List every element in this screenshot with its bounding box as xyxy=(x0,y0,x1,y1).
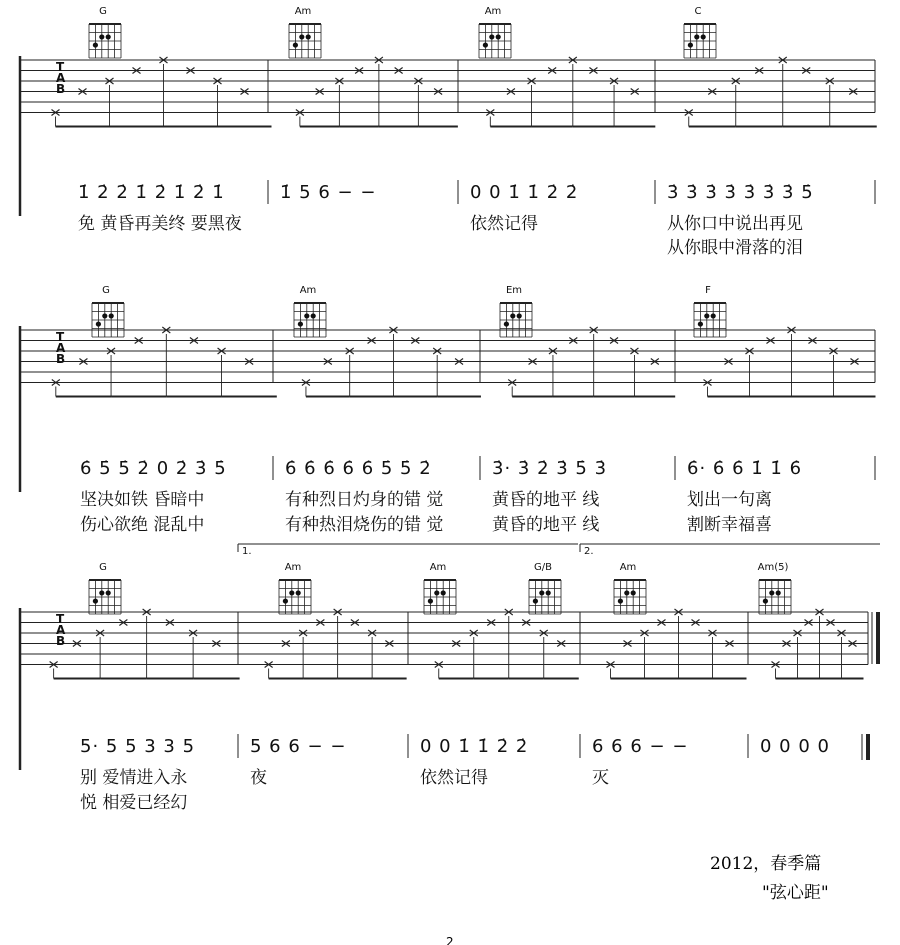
notation-measure: 6̇· 6̇ 6̇ 1̇ 1̇ 6̇ xyxy=(687,458,803,479)
chord-diagram xyxy=(758,562,791,614)
notation-measure: 5· 5 5 3 3 5 xyxy=(80,736,196,757)
chord-dot xyxy=(631,590,636,595)
notation-measure: 0 0 1̇ 1̇ 2̇ 2̇ xyxy=(470,182,579,203)
chord-diagram xyxy=(89,6,121,58)
chord-diagram xyxy=(479,6,511,58)
chord-name: F xyxy=(705,285,711,296)
chord-dot xyxy=(483,42,488,47)
chord-dot xyxy=(496,34,501,39)
tab-letter: T xyxy=(56,612,65,626)
volta-label: 2. xyxy=(584,546,594,557)
notation-measure: 3̇· 3̇ 2̇ 3̇ 5̇ 3̇ xyxy=(492,458,608,479)
chord-dot xyxy=(99,34,104,39)
chord-diagram xyxy=(500,285,532,337)
tab-letter: T xyxy=(56,60,65,74)
chord-dot xyxy=(106,34,111,39)
lyric-line-1: 别 爱情进入永 xyxy=(80,768,188,788)
chord-dot xyxy=(99,590,104,595)
chord-dot xyxy=(624,590,629,595)
chord-dot xyxy=(289,590,294,595)
chord-name: Am(5) xyxy=(757,562,789,573)
chord-dot xyxy=(106,590,111,595)
tab-letter: B xyxy=(56,634,66,649)
chord-dot xyxy=(299,34,304,39)
chord-dot xyxy=(769,590,774,595)
chord-diagram xyxy=(424,562,456,614)
chord-dot xyxy=(93,598,98,603)
final-barline xyxy=(862,612,878,760)
tab-system xyxy=(20,6,877,258)
notation-measure: 5 6 6 − − xyxy=(250,736,347,757)
notation-measure: 6 6 6 − − xyxy=(592,736,689,757)
chord-diagram xyxy=(614,562,646,614)
tab-letter: B xyxy=(56,352,66,367)
lyric-line-2: 黄昏的地平 线 xyxy=(492,515,600,535)
lyric-line-1: 有种烈日灼身的错 觉 xyxy=(285,490,444,510)
tab-letter: T xyxy=(56,330,65,344)
chord-name: G/B xyxy=(534,562,552,573)
systems-layer xyxy=(20,6,880,813)
tab-system xyxy=(20,285,876,535)
footer-date: 2012，春季篇 xyxy=(710,854,822,874)
lyric-line-2: 有种热泪烧伤的错 觉 xyxy=(285,515,444,535)
chord-dot xyxy=(441,590,446,595)
lyric-line-2: 割断幸福喜 xyxy=(687,515,772,535)
chord-dot xyxy=(704,313,709,318)
chord-dot xyxy=(96,321,101,326)
chord-dot xyxy=(434,590,439,595)
page-number: 2 xyxy=(446,935,454,945)
notation-measure: 6̇ 6̇ 6̇ 6̇ 6̇ 5̇ 5̇ 2̇ xyxy=(285,458,432,479)
chord-name: Em xyxy=(505,285,523,296)
chord-diagram xyxy=(684,6,716,58)
chord-diagram xyxy=(279,562,311,614)
footer-author: "弦心距" xyxy=(762,883,829,903)
lyric-line-1: 免 黄昏再美终 要黑夜 xyxy=(78,214,242,234)
chord-dot xyxy=(93,42,98,47)
chord-dot xyxy=(428,598,433,603)
chord-dot xyxy=(489,34,494,39)
lyric-line-2: 从你眼中滑落的泪 xyxy=(667,238,803,258)
lyric-line-1: 黄昏的地平 线 xyxy=(492,490,600,510)
chord-dot xyxy=(109,313,114,318)
chord-dot xyxy=(539,590,544,595)
chord-dot xyxy=(711,313,716,318)
notation-measure: 1̇ 2̇ 2̇ 1̇ 2̇ 1̇ 2̇ 1̇ xyxy=(78,182,225,203)
tab-letter: A xyxy=(56,341,66,356)
chord-dot xyxy=(296,590,301,595)
lyric-line-1: 从你口中说出再见 xyxy=(667,214,803,234)
chord-name: G xyxy=(102,285,110,296)
chord-dot xyxy=(510,313,515,318)
notation-measure: 0 0 1̇ 1̇ 2̇ 2̇ xyxy=(420,736,529,757)
chord-diagram xyxy=(529,562,561,614)
chord-dot xyxy=(304,313,309,318)
lyric-line-2: 悦 相爱已经幻 xyxy=(80,793,188,813)
chord-dot xyxy=(776,590,781,595)
chord-name: Am xyxy=(299,285,317,296)
chord-dot xyxy=(618,598,623,603)
chord-dot xyxy=(102,313,107,318)
chord-dot xyxy=(688,42,693,47)
chord-dot xyxy=(546,590,551,595)
chord-name: Am xyxy=(484,6,502,17)
chord-name: Am xyxy=(429,562,447,573)
chord-name: Am xyxy=(284,562,302,573)
chord-dot xyxy=(763,598,768,603)
lyric-line-1: 灭 xyxy=(592,768,609,788)
chord-dot xyxy=(533,598,538,603)
chord-diagram xyxy=(294,285,326,337)
tab-system xyxy=(20,544,880,813)
lyric-line-1: 划出一句离 xyxy=(687,490,772,510)
notation-measure: 1̇ 5 6 − − xyxy=(280,182,377,203)
chord-diagram xyxy=(289,6,321,58)
chord-diagram xyxy=(694,285,726,337)
chord-diagram xyxy=(89,562,121,614)
chord-dot xyxy=(694,34,699,39)
chord-dot xyxy=(283,598,288,603)
lyric-line-1: 依然记得 xyxy=(420,768,488,788)
chord-dot xyxy=(517,313,522,318)
chord-dot xyxy=(298,321,303,326)
notation-measure: 3̇ 3̇ 3̇ 3̇ 3̇ 3̇ 3̇ 5̇ xyxy=(667,182,814,203)
lyric-line-2: 伤心欲绝 混乱中 xyxy=(80,515,205,535)
chord-name: G xyxy=(99,562,107,573)
chord-dot xyxy=(504,321,509,326)
tab-letter: B xyxy=(56,82,66,97)
lyric-line-1: 夜 xyxy=(250,768,267,788)
notation-measure: 0 0 0 0 xyxy=(760,736,830,757)
chord-name: Am xyxy=(619,562,637,573)
tab-letter: A xyxy=(56,71,66,86)
chord-name: Am xyxy=(294,6,312,17)
chord-name: G xyxy=(99,6,107,17)
chord-dot xyxy=(698,321,703,326)
lyric-line-1: 坚决如铁 昏暗中 xyxy=(80,490,205,510)
chord-dot xyxy=(293,42,298,47)
chord-diagram xyxy=(92,285,124,337)
chord-dot xyxy=(306,34,311,39)
notation-measure: 6̇ 5̇ 5̇ 2̇ 0 2̇ 3̇ 5̇ xyxy=(80,458,227,479)
volta-label: 1. xyxy=(242,546,252,557)
chord-dot xyxy=(311,313,316,318)
tab-letter: A xyxy=(56,623,66,638)
lyric-line-1: 依然记得 xyxy=(470,214,538,234)
chord-dot xyxy=(701,34,706,39)
chord-name: C xyxy=(694,6,702,17)
